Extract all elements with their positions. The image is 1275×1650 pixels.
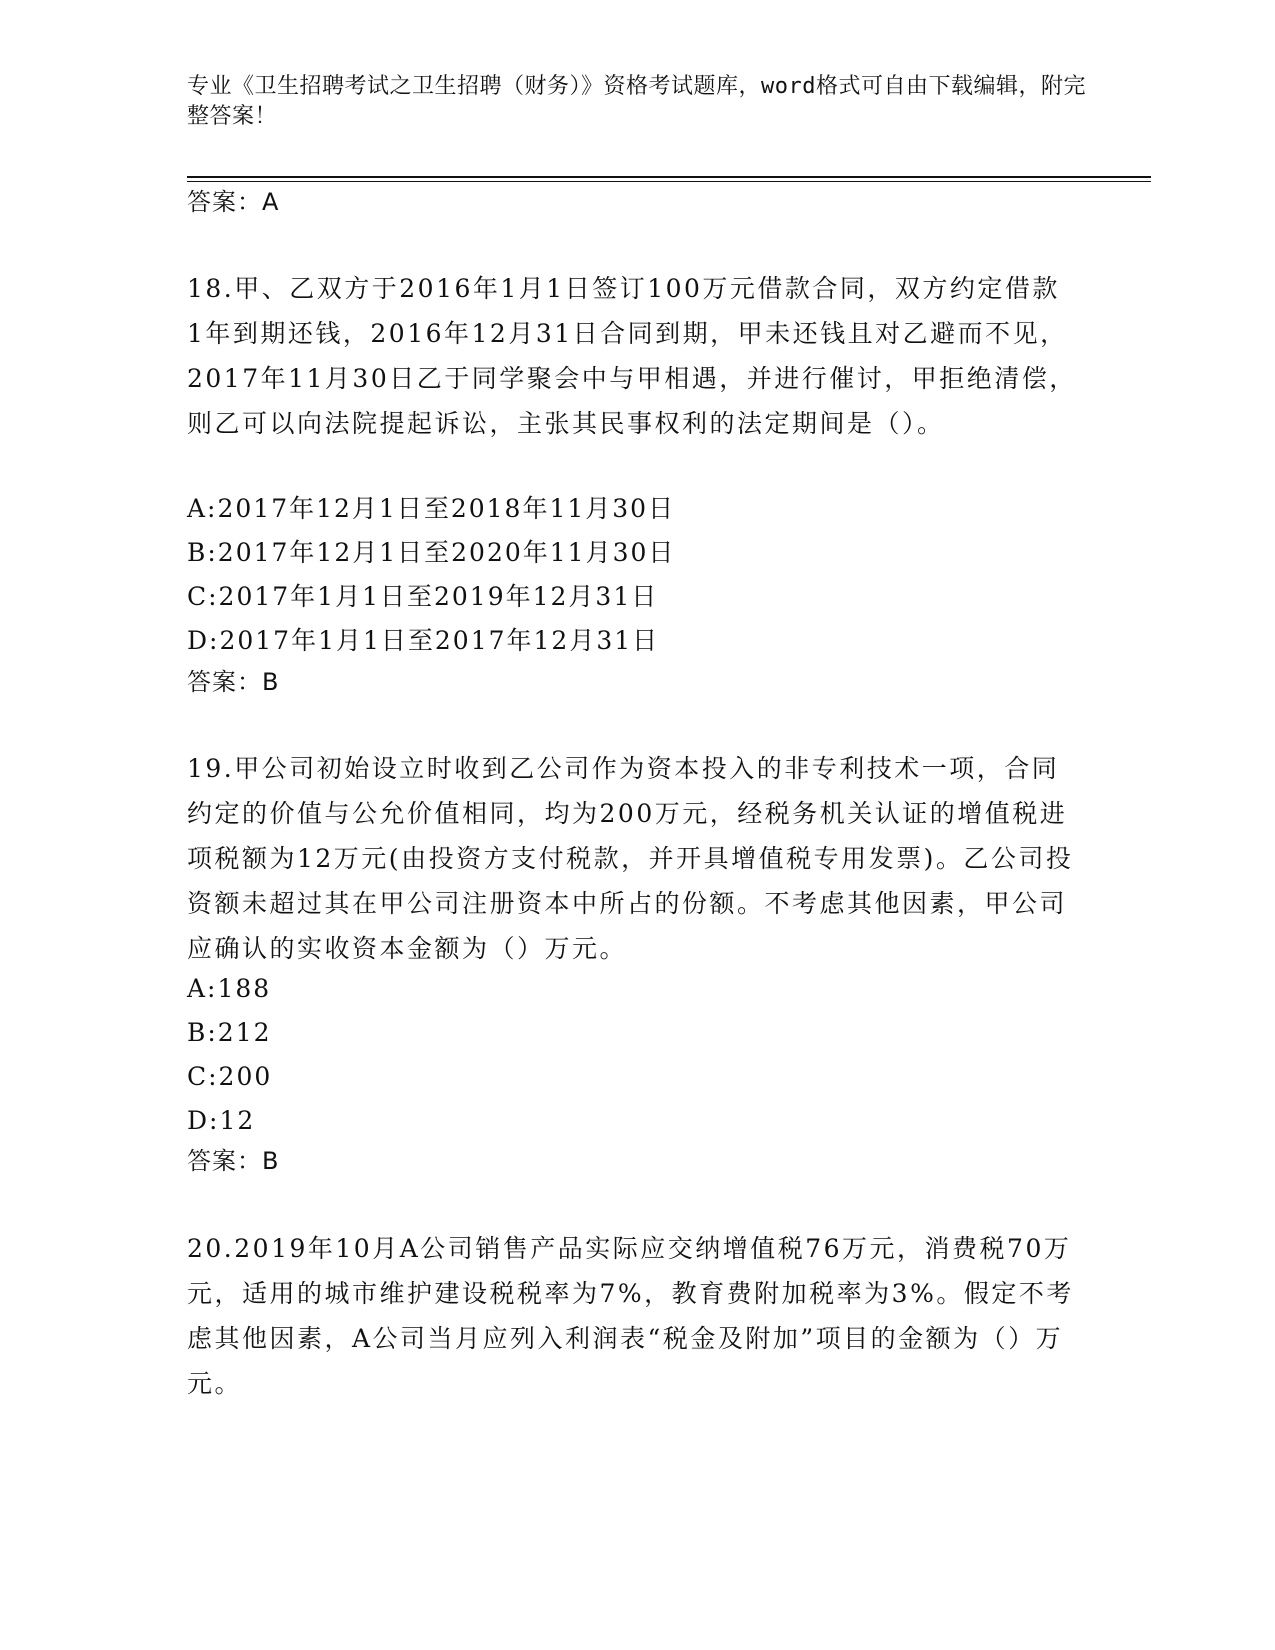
question-19-option-a: A:188 [187,974,272,1003]
question-18-option-a: A:2017年12月1日至2018年11月30日 [187,494,676,523]
header-divider [187,176,1151,178]
question-19-option-c: C:200 [187,1062,273,1091]
question-18-option-b: B:2017年12月1日至2020年11月30日 [187,538,676,567]
question-19-option-b: B:212 [187,1018,272,1047]
question-19-option-d: D:12 [187,1106,256,1135]
prev-answer: 答案：A [187,188,280,216]
question-19-answer: 答案：B [187,1147,280,1175]
document-header: 专业《卫生招聘考试之卫生招聘（财务）》资格考试题库，word格式可自由下载编辑，附完整答案！ [187,74,1086,129]
question-18-option-c: C:2017年1月1日至2019年12月31日 [187,582,659,611]
question-20-text: 20.2019年10月A公司销售产品实际应交纳增值税76万元，消费税70万元，适用的城市维护建设税税率为7%，教育费附加税率为3%。假定不考虑其他因素，A公司当月应列入利润表“税金及附加”项目的金额为（）万元。 [187,1234,1074,1398]
question-18-answer: 答案：B [187,668,280,696]
question-18-text: 18.甲、乙双方于2016年1月1日签订100万元借款合同，双方约定借款1年到期还钱，2016年12月31日合同到期，甲未还钱且对乙避而不见，2017年11月30日乙于同学聚会中与甲相遇，并进行催讨，甲拒绝清偿，则乙可以向法院提起诉讼，主张其民事权利的法定期间是（）。 [187,274,1077,438]
question-19-text: 19.甲公司初始设立时收到乙公司作为资本投入的非专利技术一项，合同约定的价值与公允价值相同，均为200万元，经税务机关认证的增值税进项税额为12万元(由投资方支付税款，并开具增值税专用发票)。乙公司投资额未超过其在甲公司注册资本中所占的份额。不考虑其他因素，甲公司应确认的实收资本金额为（）万元。 [187,754,1074,963]
question-18-option-d: D:2017年1月1日至2017年12月31日 [187,626,660,655]
header-divider-thin [187,181,1151,182]
